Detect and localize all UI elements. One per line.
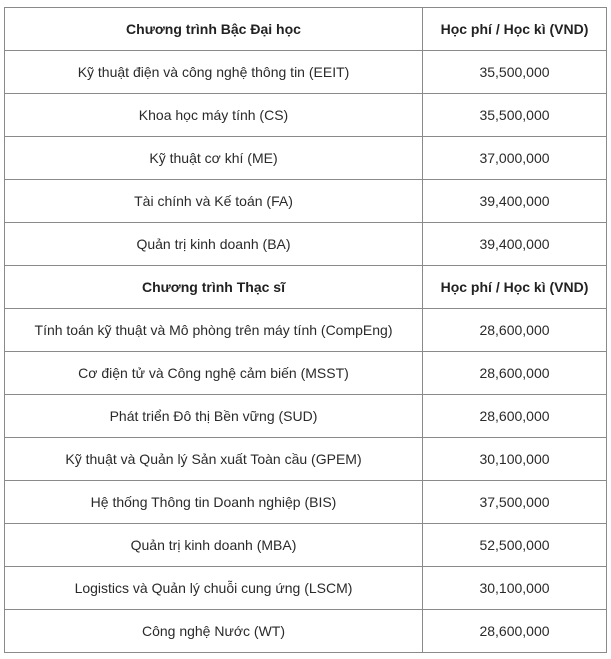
tuition-fee: 39,400,000	[423, 180, 607, 223]
program-name: Tính toán kỹ thuật và Mô phòng trên máy tính (CompEng)	[5, 309, 423, 352]
tuition-fee: 28,600,000	[423, 352, 607, 395]
table-row	[5, 395, 607, 438]
program-name: Hệ thống Thông tin Doanh nghiệp (BIS)	[5, 481, 423, 524]
table-row	[5, 610, 607, 653]
table-row	[5, 94, 607, 137]
tuition-fee: 37,000,000	[423, 137, 607, 180]
table-row	[5, 309, 607, 352]
program-name: Logistics và Quản lý chuỗi cung ứng (LSCM)	[5, 567, 423, 610]
tuition-fee: 28,600,000	[423, 309, 607, 352]
section-header-row	[5, 8, 607, 51]
tuition-fee: 37,500,000	[423, 481, 607, 524]
program-name: Tài chính và Kế toán (FA)	[5, 180, 423, 223]
tuition-fee: 52,500,000	[423, 524, 607, 567]
section-header-row	[5, 266, 607, 309]
tuition-fee: 30,100,000	[423, 438, 607, 481]
table-row	[5, 137, 607, 180]
program-name: Công nghệ Nước (WT)	[5, 610, 423, 653]
tuition-table	[4, 7, 607, 653]
table-row	[5, 524, 607, 567]
table-row	[5, 180, 607, 223]
undergraduate-program-header: Chương trình Bậc Đại học	[5, 8, 423, 51]
tuition-header: Học phí / Học kì (VND)	[423, 266, 607, 309]
tuition-fee: 28,600,000	[423, 395, 607, 438]
masters-program-header: Chương trình Thạc sĩ	[5, 266, 423, 309]
program-name: Cơ điện tử và Công nghệ cảm biến (MSST)	[5, 352, 423, 395]
tuition-header: Học phí / Học kì (VND)	[423, 8, 607, 51]
table-row	[5, 51, 607, 94]
tuition-fee: 39,400,000	[423, 223, 607, 266]
program-name: Kỹ thuật và Quản lý Sản xuất Toàn cầu (GPEM)	[5, 438, 423, 481]
program-name: Kỹ thuật cơ khí (ME)	[5, 137, 423, 180]
program-name: Phát triển Đô thị Bền vững (SUD)	[5, 395, 423, 438]
table-row	[5, 438, 607, 481]
table-row	[5, 223, 607, 266]
tuition-fee: 35,500,000	[423, 94, 607, 137]
program-name: Kỹ thuật điện và công nghệ thông tin (EEIT)	[5, 51, 423, 94]
tuition-fee: 30,100,000	[423, 567, 607, 610]
table-row	[5, 481, 607, 524]
table-row	[5, 567, 607, 610]
tuition-fee: 35,500,000	[423, 51, 607, 94]
table-row	[5, 352, 607, 395]
program-name: Khoa học máy tính (CS)	[5, 94, 423, 137]
program-name: Quản trị kinh doanh (MBA)	[5, 524, 423, 567]
tuition-fee: 28,600,000	[423, 610, 607, 653]
program-name: Quản trị kinh doanh (BA)	[5, 223, 423, 266]
